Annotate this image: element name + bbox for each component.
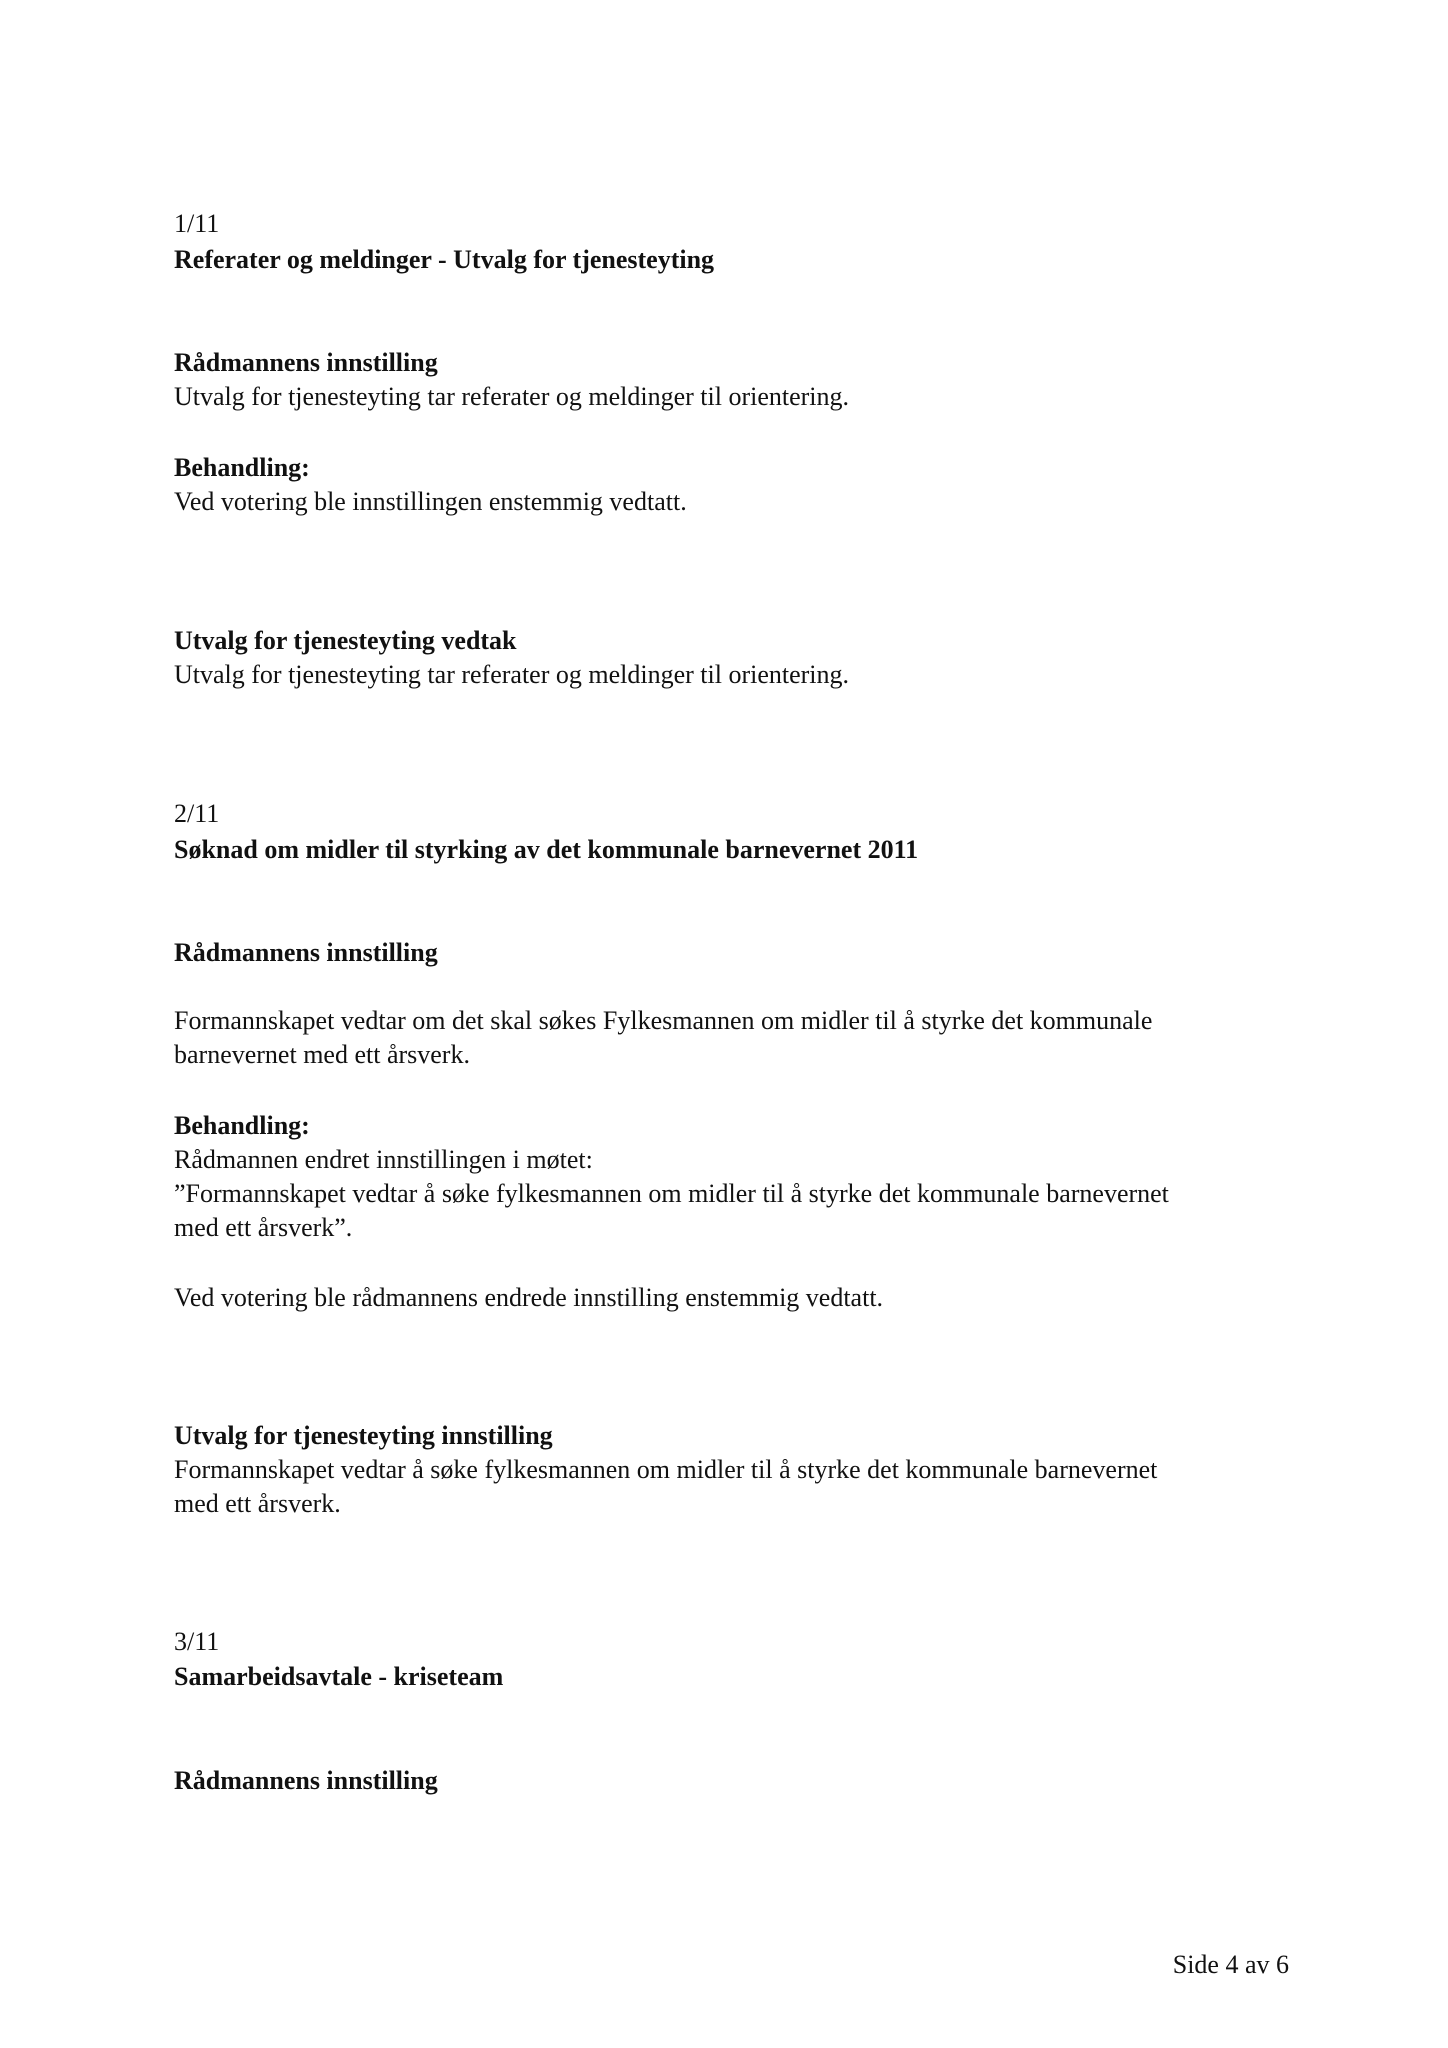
case-title: Referater og meldinger - Utvalg for tjenesteyting xyxy=(174,245,715,274)
decision-heading: Utvalg for tjenesteyting vedtak xyxy=(174,626,517,655)
recommendation-text: Utvalg for tjenesteyting tar referater og meldinger til orientering. xyxy=(174,382,850,411)
treatment-text-line: Rådmannen endret innstillingen i møtet: xyxy=(174,1145,593,1174)
decision-heading: Utvalg for tjenesteyting innstilling xyxy=(174,1421,553,1450)
recommendation-text-line: barnevernet med ett årsverk. xyxy=(174,1040,470,1069)
treatment-text-line: Ved votering ble rådmannens endrede innstilling enstemmig vedtatt. xyxy=(174,1283,884,1312)
page-number: Side 4 av 6 xyxy=(1172,1950,1289,1979)
recommendation-heading: Rådmannens innstilling xyxy=(174,348,438,377)
treatment-text-line: ”Formannskapet vedtar å søke fylkesmannen om midler til å styrke det kommunale barnevernet xyxy=(174,1179,1169,1208)
case-number: 1/11 xyxy=(174,209,220,238)
treatment-heading: Behandling: xyxy=(174,453,310,482)
decision-text-line: Formannskapet vedtar å søke fylkesmannen om midler til å styrke det kommunale barnevernet xyxy=(174,1455,1158,1484)
treatment-text-line: med ett årsverk”. xyxy=(174,1213,353,1242)
recommendation-heading: Rådmannens innstilling xyxy=(174,1766,438,1795)
treatment-heading: Behandling: xyxy=(174,1111,310,1140)
recommendation-text-line: Formannskapet vedtar om det skal søkes Fylkesmannen om midler til å styrke det kommunale xyxy=(174,1006,1153,1035)
recommendation-heading: Rådmannens innstilling xyxy=(174,938,438,967)
case-title: Søknad om midler til styrking av det kommunale barnevernet 2011 xyxy=(174,835,919,864)
case-number: 3/11 xyxy=(174,1627,220,1656)
decision-text-line: med ett årsverk. xyxy=(174,1489,341,1518)
decision-text: Utvalg for tjenesteyting tar referater og meldinger til orientering. xyxy=(174,660,850,689)
treatment-text: Ved votering ble innstillingen enstemmig vedtatt. xyxy=(174,487,687,516)
case-number: 2/11 xyxy=(174,799,220,828)
case-title: Samarbeidsavtale - kriseteam xyxy=(174,1662,504,1691)
